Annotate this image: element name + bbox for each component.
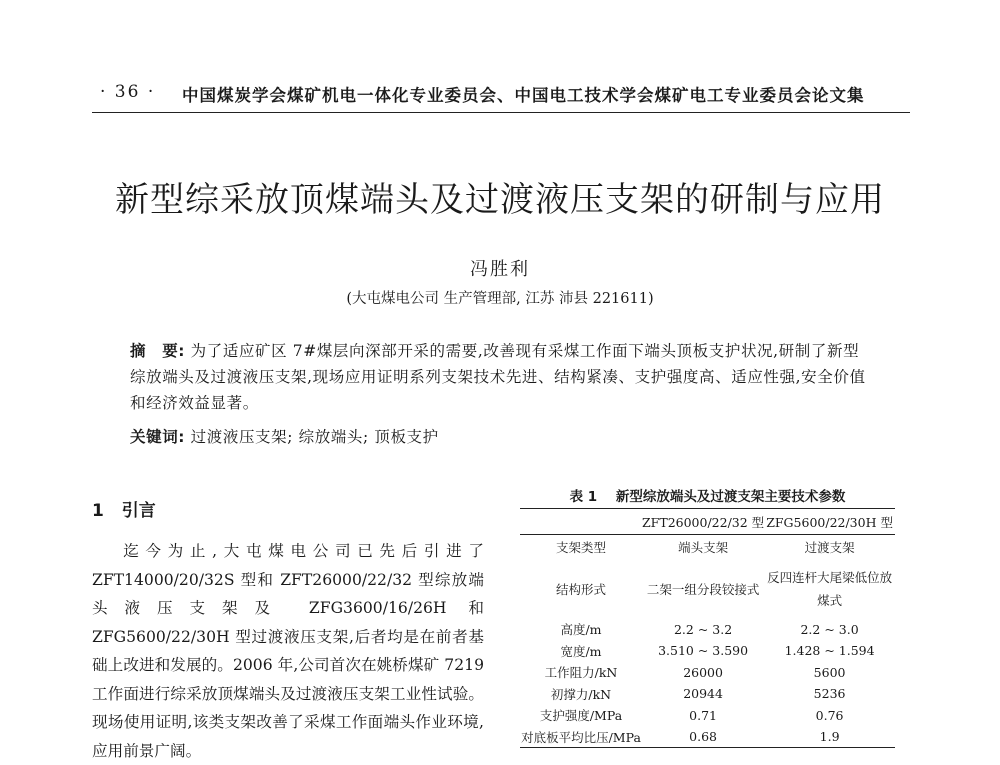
table-row: [520, 662, 895, 684]
table-row: [520, 683, 895, 705]
table-row: [520, 726, 895, 748]
table-cell: 二架一组分段铰接式: [646, 581, 760, 597]
table-cell: 结构形式: [555, 581, 606, 597]
parameters-table: [520, 508, 895, 748]
table-cell: 0.68: [689, 729, 717, 744]
table-header-cell: ZFG5600/22/30H 型: [766, 514, 893, 530]
table-cell: 高度/m: [560, 622, 602, 638]
table-cell: 支护强度/MPa: [539, 708, 623, 724]
running-header: [100, 82, 910, 108]
header-rule: [92, 112, 910, 113]
table-cell: 初撑力/kN: [550, 686, 612, 702]
abstract-text: 为了适应矿区 7#煤层向深部开采的需要,改善现有采煤工作面下端头顶板支护状况,研制了新型综放端头及过渡液压支架,现场应用证明系列支架技术先进、结构紧凑、支护强度高、适应性强,安全价值和经济效益显著。: [130, 342, 866, 412]
paper-title: 新型综采放顶煤端头及过渡液压支架的研制与应用: [115, 180, 885, 220]
keywords: [130, 425, 868, 447]
section-title: 引言: [121, 501, 156, 521]
table-row: [520, 640, 895, 662]
section-body: 迄今为止,大屯煤电公司已先后引进了 ZFT14000/20/32S 型和 ZFT26000/22/32 型综放端头液压支架及 ZFG3600/16/26H 和 ZFG5600/22/30H 型过渡液压支架,后者均是在前者基础上改进和发展的。2006 年,公司首次在姚桥煤矿 7219 工作面进行综采放顶煤端头及过渡液压支架工业性试验。现场使用证明,该类支架改善了采煤工作面端头作业环境,应用前景广阔。: [92, 542, 484, 760]
table-cell: 端头支架: [678, 539, 729, 555]
table-row: [520, 619, 895, 641]
table-caption-text: 新型综放端头及过渡支架主要技术参数: [615, 489, 846, 505]
table-header-cell: [520, 509, 642, 535]
table-cell: 1.428 ~ 1.594: [784, 643, 875, 659]
table-cell: 0.76: [815, 707, 844, 723]
table-cell: 工作阻力/kN: [544, 665, 618, 681]
author: 冯胜利: [470, 259, 530, 280]
table-cell: 20944: [683, 686, 723, 702]
affiliation: (大屯煤电公司 生产管理部, 江苏 沛县 221611): [346, 291, 654, 307]
table-cell: 5236: [813, 686, 846, 702]
table-cell: 2.2 ~ 3.0: [800, 621, 859, 637]
table-header-cell: ZFT26000/22/32 型: [642, 514, 765, 530]
table-number: 表 1: [569, 489, 598, 505]
section-number: 1: [92, 501, 104, 521]
table-cell: 26000: [683, 664, 723, 680]
table-row: [520, 535, 895, 559]
table-row: [520, 559, 895, 619]
table-caption: [520, 485, 895, 505]
keywords-label: 关键词:: [130, 428, 186, 446]
table-cell: 2.2 ~ 3.2: [673, 621, 733, 637]
proceedings-title: 中国煤炭学会煤矿机电一体化专业委员会、中国电工技术学会煤矿电工专业委员会论文集: [182, 86, 865, 105]
table-cell: 反四连杆大尾梁低位放煤式: [767, 569, 893, 608]
table-cell: 宽度/m: [560, 643, 602, 659]
abstract: [130, 338, 868, 416]
table-cell: 3.510 ~ 3.590: [658, 643, 749, 659]
table-cell: 0.71: [689, 707, 717, 723]
table-cell: 支架类型: [555, 539, 606, 555]
table-row: [520, 705, 895, 727]
table-cell: 对底板平均比压/MPa: [521, 729, 641, 745]
section-heading: [92, 496, 156, 521]
table-cell: 1.9: [819, 729, 840, 744]
abstract-label: 摘 要:: [130, 342, 186, 360]
table-cell: 过渡支架: [804, 539, 855, 555]
page-number: · 36 ·: [100, 82, 156, 102]
keywords-text: 过渡液压支架; 综放端头; 顶板支护: [190, 428, 439, 446]
table-cell: 5600: [813, 664, 846, 680]
